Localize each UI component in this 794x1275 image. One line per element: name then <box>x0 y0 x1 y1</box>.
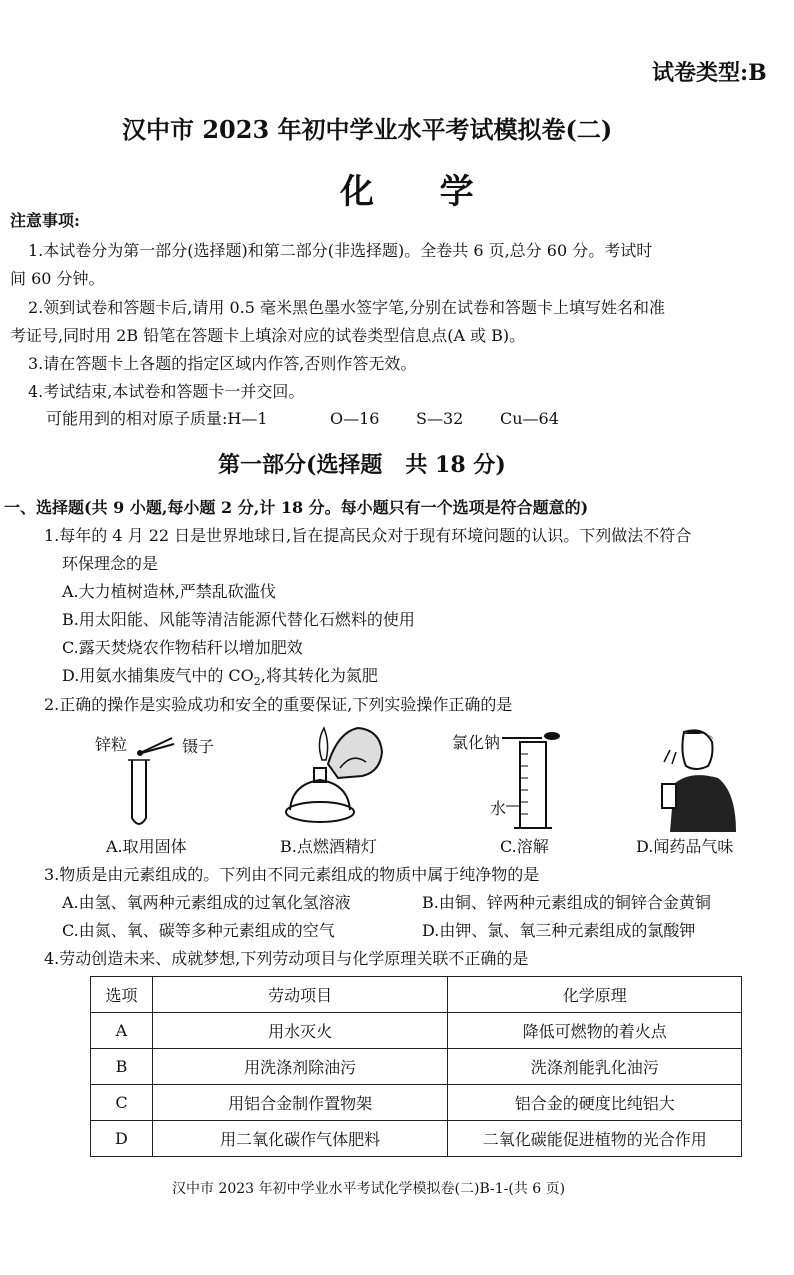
table-row <box>91 1121 742 1157</box>
subject-title: 化 学 <box>340 172 488 212</box>
figure-b-alcohol-lamp <box>280 722 400 832</box>
table-header-row <box>91 977 742 1013</box>
table-header-option: 选项 <box>91 977 153 1013</box>
exam-title: 汉中市 2023 年初中学业水平考试模拟卷(二) <box>122 115 613 144</box>
table-cell-option: A <box>91 1013 153 1049</box>
q1-option-d-text-end: ,将其转化为氮肥 <box>260 666 378 685</box>
q1-option-d-subscript: 2 <box>253 675 261 689</box>
q1-option-d <box>62 665 378 693</box>
figure-d-person-smelling <box>640 722 740 832</box>
q4-stem: 4.劳动创造未来、成就梦想,下列劳动项目与化学原理关联不正确的是 <box>44 949 529 968</box>
label-nacl: 氯化钠 <box>452 733 501 752</box>
paper-type: 试卷类型:B <box>652 60 767 86</box>
label-water: 水 <box>490 799 507 818</box>
table-row <box>91 1085 742 1121</box>
note-1-line-1: 1.本试卷分为第一部分(选择题)和第二部分(非选择题)。全卷共 6 页,总分 60 分。考试时 <box>28 241 653 260</box>
table-cell-option: B <box>91 1049 153 1085</box>
part1-heading: 第一部分(选择题 共 18 分) <box>218 452 506 478</box>
note-3: 3.请在答题卡上各题的指定区域内作答,否则作答无效。 <box>28 354 417 373</box>
notes-heading: 注意事项: <box>10 211 80 230</box>
table-cell-option: D <box>91 1121 153 1157</box>
table-row <box>91 1049 742 1085</box>
q1-option-b: B.用太阳能、风能等清洁能源代替化石燃料的使用 <box>62 610 415 629</box>
q4-table <box>90 976 742 1157</box>
note-2-line-1: 2.领到试卷和答题卡后,请用 0.5 毫米黑色墨水签字笔,分别在试卷和答题卡上填写姓名和准 <box>28 298 666 317</box>
table-cell-option: C <box>91 1085 153 1121</box>
q1-option-d-text: D.用氨水捕集废气中的 CO <box>62 666 254 685</box>
q2-option-a: A.取用固体 <box>106 837 187 856</box>
q1-stem-line-1: 1.每年的 4 月 22 日是世界地球日,旨在提高民众对于现有环境问题的认识。下列做法不符合 <box>44 526 692 545</box>
note-1-line-2: 间 60 分钟。 <box>10 269 105 288</box>
table-header-principle: 化学原理 <box>448 977 742 1013</box>
label-tweezers: 镊子 <box>182 737 215 756</box>
table-cell-labor: 用二氧化碳作气体肥料 <box>152 1121 448 1157</box>
table-cell-labor: 用铝合金制作置物架 <box>152 1085 448 1121</box>
table-cell-labor: 用水灭火 <box>152 1013 448 1049</box>
q2-option-c: C.溶解 <box>500 837 549 856</box>
table-row <box>91 1013 742 1049</box>
page-footer: 汉中市 2023 年初中学业水平考试化学模拟卷(二)B-1-(共 6 页) <box>172 1181 566 1197</box>
table-header-labor: 劳动项目 <box>152 977 448 1013</box>
atomic-mass-Cu: Cu—64 <box>500 409 559 428</box>
table-cell-principle: 铝合金的硬度比纯铝大 <box>448 1085 742 1121</box>
table-cell-principle: 降低可燃物的着火点 <box>448 1013 742 1049</box>
atomic-mass-label: 可能用到的相对原子质量:H—1 <box>46 409 268 428</box>
q3-option-b: B.由铜、锌两种元素组成的铜锌合金黄铜 <box>422 893 711 912</box>
table-cell-labor: 用洗涤剂除油污 <box>152 1049 448 1085</box>
table-cell-principle: 洗涤剂能乳化油污 <box>448 1049 742 1085</box>
q2-option-b: B.点燃酒精灯 <box>280 837 377 856</box>
atomic-mass-S: S—32 <box>416 409 464 428</box>
section-heading: 一、选择题(共 9 小题,每小题 2 分,计 18 分。每小题只有一个选项是符合题意的) <box>4 498 589 517</box>
label-zinc: 锌粒 <box>95 735 128 754</box>
q3-option-a: A.由氢、氧两种元素组成的过氧化氢溶液 <box>62 893 351 912</box>
q3-stem: 3.物质是由元素组成的。下列由不同元素组成的物质中属于纯净物的是 <box>44 865 540 884</box>
note-4: 4.考试结束,本试卷和答题卡一并交回。 <box>28 382 305 401</box>
q3-option-d: D.由钾、氯、氧三种元素组成的氯酸钾 <box>422 921 696 940</box>
q3-option-c: C.由氮、氧、碳等多种元素组成的空气 <box>62 921 335 940</box>
q1-stem-line-2: 环保理念的是 <box>62 554 159 573</box>
note-2-line-2: 考证号,同时用 2B 铅笔在答题卡上填涂对应的试卷类型信息点(A 或 B)。 <box>10 326 526 345</box>
atomic-mass-O: O—16 <box>330 409 380 428</box>
table-cell-principle: 二氧化碳能促进植物的光合作用 <box>448 1121 742 1157</box>
q1-option-a: A.大力植树造林,严禁乱砍滥伐 <box>62 582 276 601</box>
q2-stem: 2.正确的操作是实验成功和安全的重要保证,下列实验操作正确的是 <box>44 695 513 714</box>
q2-option-d: D.闻药品气味 <box>636 837 734 856</box>
q1-option-c: C.露天焚烧农作物秸秆以增加肥效 <box>62 638 303 657</box>
